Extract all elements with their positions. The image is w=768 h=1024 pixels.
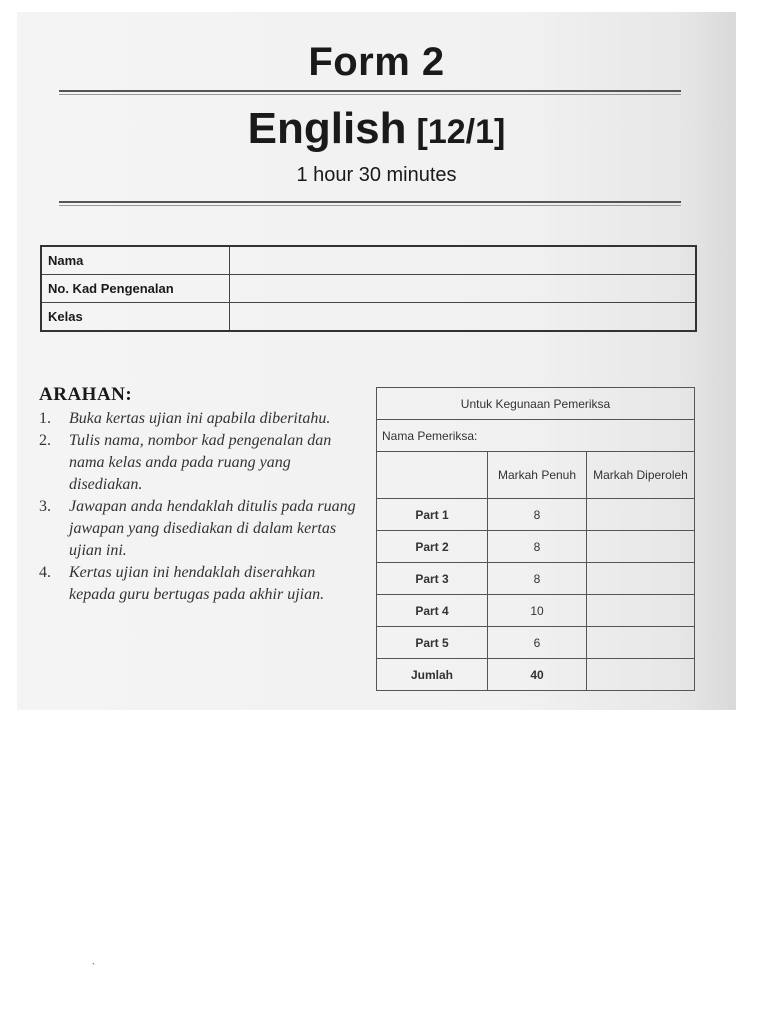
name-label: Nama	[41, 246, 230, 275]
table-row	[41, 246, 696, 275]
instruction-item	[39, 562, 359, 606]
instruction-number: 2.	[39, 432, 51, 449]
total-full-marks: 40	[488, 659, 587, 691]
table-row	[41, 303, 696, 332]
total-marks-obtained-cell[interactable]	[587, 659, 695, 691]
divider-top	[59, 90, 681, 92]
table-row	[41, 275, 696, 303]
form-title: Form 2	[308, 40, 445, 84]
total-label: Jumlah	[377, 659, 488, 691]
instruction-text: Jawapan anda hendaklah ditulis pada ruang jawapan yang disediakan di dalam kertas ujian ini.	[69, 498, 356, 559]
instruction-text: Kertas ujian ini hendaklah diserahkan kepada guru bertugas pada akhir ujian.	[69, 564, 325, 603]
instruction-item	[39, 496, 359, 562]
ic-number-field[interactable]	[230, 275, 697, 303]
table-row	[377, 595, 695, 627]
examiner-name-label[interactable]: Nama Pemeriksa:	[377, 420, 695, 452]
subject-heading	[17, 104, 736, 154]
column-header-full-marks: Markah Penuh	[488, 452, 587, 499]
table-row	[377, 388, 695, 420]
full-marks-value: 10	[488, 595, 587, 627]
table-row	[377, 627, 695, 659]
part-label: Part 3	[377, 563, 488, 595]
instruction-number: 3.	[39, 498, 51, 515]
full-marks-value: 8	[488, 563, 587, 595]
table-row	[377, 420, 695, 452]
name-field[interactable]	[230, 246, 697, 275]
stray-mark: `	[92, 962, 95, 972]
divider-bottom	[59, 201, 681, 203]
exam-cover-page	[17, 12, 736, 710]
full-marks-value: 8	[488, 531, 587, 563]
class-field[interactable]	[230, 303, 697, 332]
full-marks-value: 6	[488, 627, 587, 659]
full-marks-value: 8	[488, 499, 587, 531]
part-label: Part 1	[377, 499, 488, 531]
instructions-title: ARAHAN:	[39, 384, 133, 405]
instruction-item	[39, 408, 359, 430]
marks-obtained-cell[interactable]	[587, 595, 695, 627]
marks-obtained-cell[interactable]	[587, 531, 695, 563]
subject-name: English	[247, 104, 407, 153]
column-header-marks-obtained: Markah Diperoleh	[587, 452, 695, 499]
instructions-block	[39, 384, 359, 606]
student-identity-table	[40, 245, 697, 332]
instruction-item	[39, 430, 359, 496]
exam-duration: 1 hour 30 minutes	[296, 164, 457, 186]
instruction-text: Buka kertas ujian ini apabila diberitahu.	[69, 410, 331, 427]
paper-code: [12/1]	[416, 113, 506, 151]
part-label: Part 5	[377, 627, 488, 659]
ic-number-label: No. Kad Pengenalan	[41, 275, 230, 303]
instruction-text: Tulis nama, nombor kad pengenalan dan nama kelas anda pada ruang yang disediakan.	[69, 432, 332, 493]
total-row	[377, 659, 695, 691]
table-row	[377, 499, 695, 531]
instruction-number: 4.	[39, 564, 51, 581]
table-row	[377, 563, 695, 595]
table-header-row	[377, 452, 695, 499]
table-header-empty	[377, 452, 488, 499]
marks-obtained-cell[interactable]	[587, 627, 695, 659]
class-label: Kelas	[41, 303, 230, 332]
examiner-table-title: Untuk Kegunaan Pemeriksa	[377, 388, 695, 420]
part-label: Part 4	[377, 595, 488, 627]
marks-obtained-cell[interactable]	[587, 563, 695, 595]
part-label: Part 2	[377, 531, 488, 563]
table-row	[377, 531, 695, 563]
instruction-number: 1.	[39, 410, 51, 427]
examiner-marks-table	[376, 387, 695, 691]
marks-obtained-cell[interactable]	[587, 499, 695, 531]
